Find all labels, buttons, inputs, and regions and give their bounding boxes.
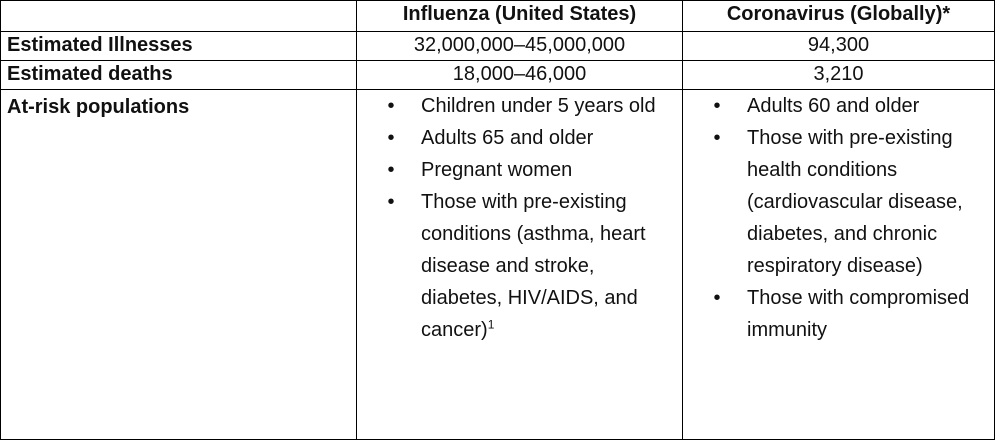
list-item <box>689 122 988 282</box>
header-row <box>1 1 995 32</box>
list-item-text: Children under 5 years old <box>421 95 656 117</box>
list-item <box>363 90 676 122</box>
flu-illnesses-value: 32,000,000–45,000,000 <box>357 32 683 61</box>
row-label-deaths: Estimated deaths <box>1 61 357 90</box>
list-item <box>363 186 676 346</box>
bullet-icon: • <box>387 159 395 181</box>
covid-at-risk-cell <box>683 90 995 440</box>
table-row <box>1 61 995 90</box>
list-item <box>363 122 676 154</box>
bullet-icon: • <box>713 95 721 117</box>
footnote-marker: 1 <box>487 317 495 332</box>
header-coronavirus: Coronavirus (Globally)* <box>683 1 995 32</box>
list-item-text: Those with compromised immunity <box>747 287 970 341</box>
row-label-illnesses: Estimated Illnesses <box>1 32 357 61</box>
list-item-text: Pregnant women <box>421 159 573 181</box>
covid-illnesses-value: 94,300 <box>683 32 995 61</box>
table-row <box>1 90 995 440</box>
row-label-at-risk: At-risk populations <box>1 90 357 440</box>
header-influenza: Influenza (United States) <box>357 1 683 32</box>
list-item-text: Adults 65 and older <box>421 127 594 149</box>
list-item <box>363 154 676 186</box>
covid-at-risk-list <box>689 90 988 346</box>
list-item-text: Those with pre-existing conditions (asthma, heart disease and stroke, diabetes, HIV/AIDS, and cancer) <box>421 191 646 341</box>
list-item-text: Adults 60 and older <box>747 95 920 117</box>
table-row <box>1 32 995 61</box>
bullet-icon: • <box>387 127 395 149</box>
list-item <box>689 282 988 346</box>
bullet-icon: • <box>713 127 721 149</box>
bullet-icon: • <box>387 191 395 213</box>
bullet-icon: • <box>387 95 395 117</box>
bullet-icon: • <box>713 287 721 309</box>
list-item <box>689 90 988 122</box>
covid-deaths-value: 3,210 <box>683 61 995 90</box>
flu-at-risk-cell <box>357 90 683 440</box>
flu-deaths-value: 18,000–46,000 <box>357 61 683 90</box>
flu-at-risk-list <box>363 90 676 346</box>
list-item-text: Those with pre-existing health conditions (cardiovascular disease, diabetes, and chronic respiratory disease) <box>747 127 963 277</box>
header-empty-cell <box>1 1 357 32</box>
